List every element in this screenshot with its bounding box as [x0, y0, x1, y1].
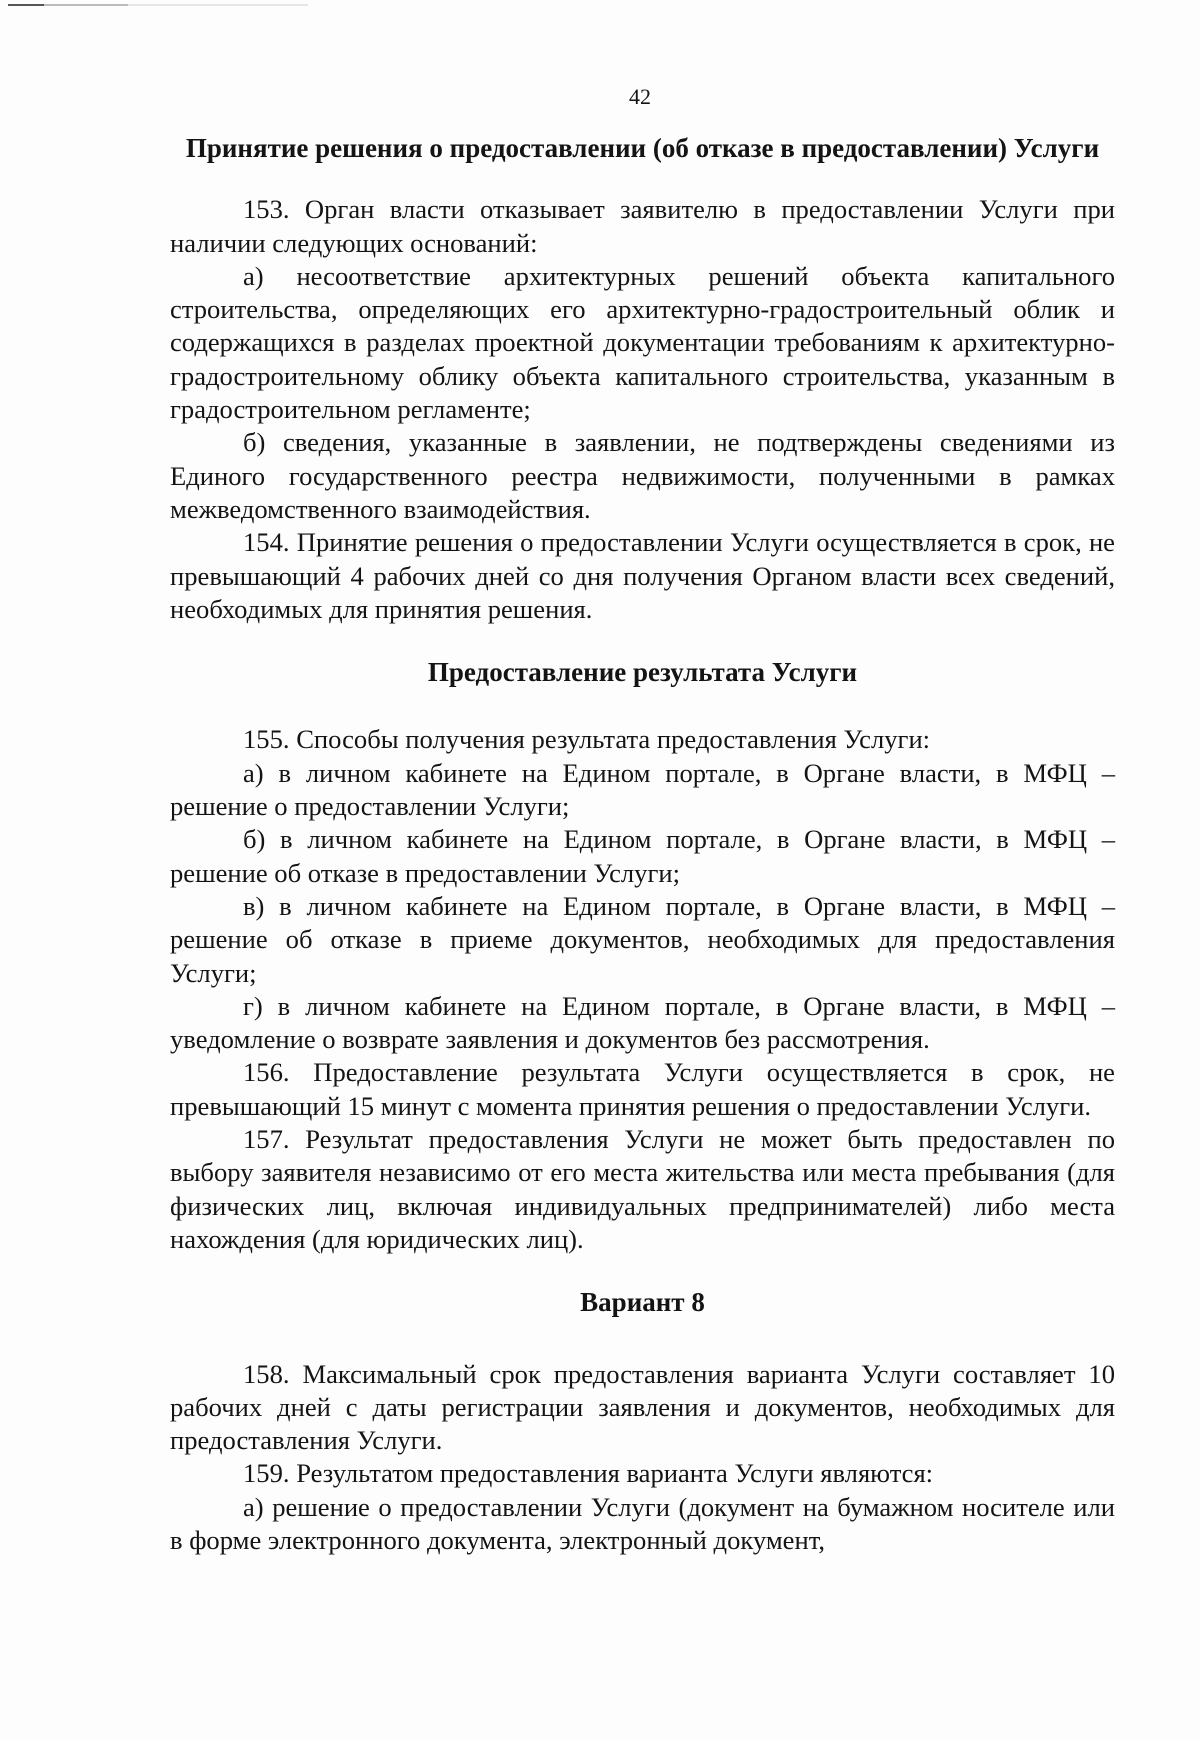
paragraph-158: 158. Максимальный срок предоставления варианта Услуги составляет 10 рабочих дней с даты регистрации заявления и документов, необходимых для предоставления Услуги.	[170, 1358, 1115, 1456]
paragraph-157: 157. Результат предоставления Услуги не может быть предоставлен по выбору заявителя независимо от его места жительства или места пребывания (для физических лиц, включая индивидуальных предпринимателей) либо места нахождения (для юридических лиц).	[170, 1124, 1115, 1254]
paragraph-153: 153. Орган власти отказывает заявителю в предоставлении Услуги при наличии следующих оснований:	[170, 194, 1115, 258]
section-heading-result: Предоставление результата Услуги	[427, 657, 858, 688]
paragraph-155-v: в) в личном кабинете на Едином портале, в Органе власти, в МФЦ – решение об отказе в приеме документов, необходимых для предоставления Услуги;	[170, 890, 1115, 988]
section-heading-variant: Вариант 8	[580, 1287, 705, 1318]
paragraph-155-b: б) в личном кабинете на Едином портале, в Органе власти, в МФЦ – решение об отказе в предоставлении Услуги;	[170, 824, 1115, 888]
paragraph-155: 155. Способы получения результата предоставления Услуги:	[243, 724, 931, 755]
paragraph-155-a: а) в личном кабинете на Едином портале, в Органе власти, в МФЦ – решение о предоставлении Услуги;	[170, 757, 1115, 822]
paragraph-154: 154. Принятие решения о предоставлении Услуги осуществляется в срок, не превышающий 4 рабочих дней со дня получения Органом власти всех сведений, необходимых для принятия решения.	[170, 527, 1115, 624]
section-heading-decision: Принятие решения о предоставлении (об отказе в предоставлении) Услуги	[185, 133, 1100, 163]
paragraph-153-a: а) несоответствие архитектурных решений объекта капитального строительства, определяющих его архитектурно-градостроительный облик и содержащихся в разделах проектной документации требованиям к архитектурно-градостроительному облику объекта капитального строительства, указанным в градостроительном регламенте;	[170, 260, 1115, 425]
page-number: 42	[629, 84, 651, 109]
paragraph-155-g: г) в личном кабинете на Едином портале, в Органе власти, в МФЦ – уведомление о возврате заявления и документов без рассмотрения.	[170, 990, 1115, 1055]
paragraph-153-b: б) сведения, указанные в заявлении, не подтверждены сведениями из Единого государственного реестра недвижимости, полученными в рамках межведомственного взаимодействия.	[170, 427, 1115, 524]
scan-artifact-line	[8, 4, 308, 6]
document-body	[170, 132, 1115, 1557]
paragraph-159-a: а) решение о предоставлении Услуги (документ на бумажном носителе или в форме электронного документа, электронный документ,	[170, 1491, 1115, 1555]
paragraph-159: 159. Результатом предоставления варианта Услуги являются:	[243, 1458, 934, 1489]
paragraph-156: 156. Предоставление результата Услуги осуществляется в срок, не превышающий 15 минут с момента принятия решения о предоставлении Услуги.	[170, 1057, 1115, 1121]
